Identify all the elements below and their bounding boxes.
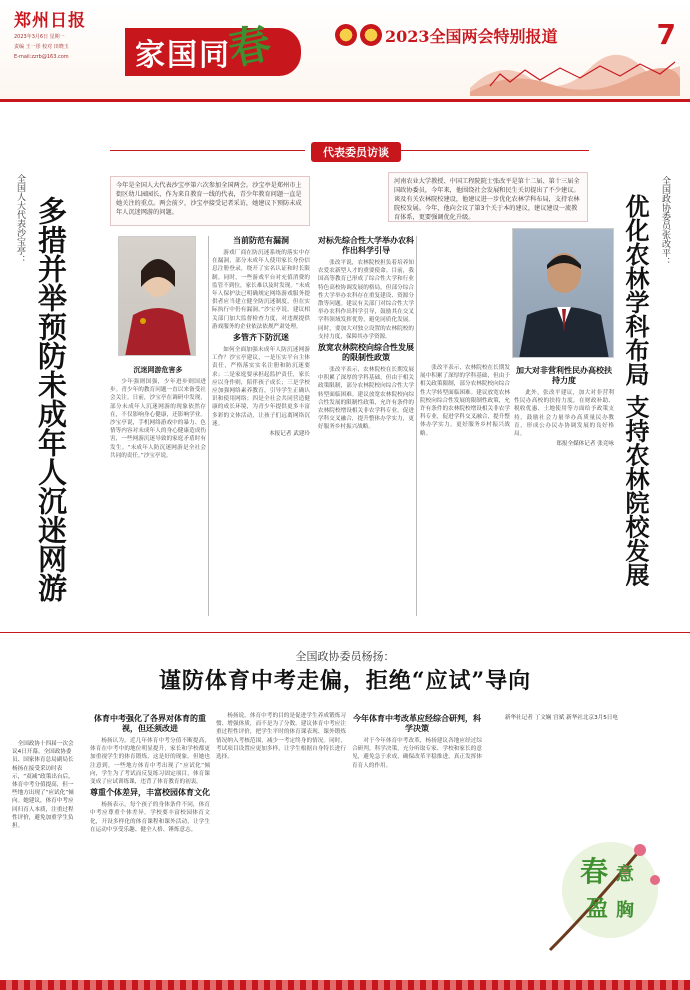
bottom-col-4 [488,712,618,807]
editor-line: 责编 王一彤 校对 田晓玉 [14,44,69,50]
left-lead: 今年是全国人大代表沙宝亭第六次参加全国两会。沙宝亭是郑州市上街区幼儿园园长，作为来自教育一线的代表，青少年教育问题一直是她关注的重点。两会前夕，沙宝亭接受记者采访，她建议下预防未成年人沉迷网游的问题。 [110,176,310,226]
section-tag: 代表委员访谈 [311,142,401,162]
left-col-2 [212,234,310,614]
tag-rule-left [110,150,305,151]
left-photo-caption: 沉迷网游危害多 [133,366,183,374]
email-line: E-mail:zzrb@163.com [14,54,69,60]
col-divider [416,236,417,616]
right-col-2 [514,364,614,614]
left-col-3-text: 如何全面加强未成年人防沉迷网游工作？沙宝亭建议，一是压实平台主体责任，严格落实实名注册和防沉迷要求；二是家庭要承担起监护责任，家长应以身作则，陪伴孩子成长；三是学校应加强网络素养教育，引导学生正确认识和使用网络；四是全社会共同营造健康的成长环境，为青少年提供更多丰富多彩的文体活动，让孩子们远离网络沉迷。 [212,347,310,427]
footer-band [0,980,690,990]
left-kicker: 全国人大代表沙宝亭： [15,174,25,264]
bottom-subhead-3: 今年体育中考改革应经综合研判，科学决策 [353,714,481,733]
plum-blossom-icon [520,810,680,970]
bottom-headline: 谨防体育中考走偏，拒绝“应试”导向 [158,668,532,694]
bottom-col-2 [216,712,346,977]
left-credit: 本报记者 武建玲 [269,431,310,438]
left-col-1 [110,378,206,608]
left-headline: 多措并举预防未成年人沉迷网游 [34,196,68,602]
bottom-kicker: 全国政协委员杨扬： [295,650,395,663]
bottom-credit: 新华社记者 丁文娴 宫斌 新华社北京3月5日电 [504,715,618,721]
right-col-1 [318,234,414,614]
issue-date: 2023年3月6日 星期一 [14,34,65,40]
section-title: 家国同 [125,28,301,76]
badge-char-4: 胸 [616,900,634,921]
badge-char-3: 盈 [586,896,609,922]
left-col-1-text: 少年强则国强，少年进步则国进步。青少年的教育问题一直以来备受社会关注。日前，沙宝亭在调研中发现，部分未成年人沉迷网游的现象依然存在，不仅影响身心健康，还影响学业。沙宝亭说，手机网络游戏中的暴力、色情等内容对未成年人的身心健康造成伤害，一些网游沉迷导致的家庭矛盾时有发生。“未成年人防沉迷网游是全社会共同的责任。”沙宝亭说。 [110,379,206,459]
bottom-col-1 [90,712,210,977]
bottom-subhead-2: 尊重个体差异，丰富校园体育文化 [90,788,210,798]
bottom-sidebar-text: 全国政协十四届一次会议4日开幕。全国政协委员、国家体育总局副局长杨扬在接受采访时表示，“双减”政策出台后，体育中考分值提高，但一些地方出现了“应试化”倾向。她建议，体育中考应回归育人本质，注重过程性评价，避免加重学生负担。 [12,741,74,830]
badge-char-2: 意 [616,864,634,885]
left-col-2-text: 游戏厂商在防沉迷系统的落实中存在漏洞，部分未成年人使用家长身份信息注册登录，绕开了实名认证和时长限制。同时，一些游戏平台对充值消费的监管不到位，家长难以及时发现。“未成年人保护法已明确规定网络游戏服务提供者应当建立健全防沉迷制度，但在实际执行中仍有漏洞。”沙宝亭说。建议相关部门加大监督检查力度，对违规提供游戏服务的企业依法依规严肃处理。 [212,250,310,330]
zhang-gaiping-photo [512,228,614,358]
special-report-title: 2023全国两会特别报道 [385,27,558,46]
bottom-subhead-1: 体育中考强化了各界对体育的重视，但还须改进 [94,714,206,733]
bottom-col-3 [352,712,482,977]
right-lead: 河南农业大学教授、中国工程院院士张改平是第十二届、第十三届全国政协委员，今年来，他围绕社会发展和民生关切提出了不少建议。谈及有关农林院校建设，他建议进一步优化农林学科布局，支持农林院校发展。今年，他向会议了第3个关于本的建议，建议建设一流教育体系，更要强调优化升级。 [388,172,588,222]
right-col-3-text: 此外，张改平建议，加大对非营利性民办高校的扶持力度，在财政补助、税收优惠、土地使用等方面给予政策支持，鼓励社会力量举办高质量民办教育，形成公办民办协调发展的良好格局。 [514,390,614,438]
tag-rule-right [394,150,589,151]
right-subhead-1: 对标先综合性大学举办农科作出科学引导 [318,236,414,255]
right-credit: 郑报全媒体记者 张竞咏 [556,441,614,448]
right-subhead-3: 加大对非营利性民办高校扶持力度 [516,366,612,385]
cppcc-emblem-icon [360,24,382,46]
masthead-info [14,6,114,61]
bottom-col-2-text: 杨扬说，体育中考的目的是促进学生养成锻炼习惯、增强体质，而不是为了分数。建议体育中考应注重过程性评价，把学生平时的体育课表现、课外锻炼情况纳入考核范围，减少一考定终身的情况。同时，考试项目设置应更加多样，让学生根据自身特长进行选择。 [216,713,346,761]
bottom-col-1-text: 杨扬认为，近几年体育中考分值不断提高，体育在中考中的地位明显提升，家长和学校都更加重视学生的体育锻炼，这是好的现象。但她也注意到，一些地方体育中考出现了“应试化”倾向，学生为了考试而反复练习固定项目，体育课变成了应试训练课，违背了体育教育的初衷。 [90,738,210,786]
great-wall-icon [470,48,680,96]
sha-baoting-photo [118,236,196,356]
right-col-2-text: 张改平表示，农林院校在长期发展中积累了深厚的学科基础，但由于相关政策限制，部分农林院校向综合性大学转型面临困难。建议放宽农林院校向综合性发展的限制性政策，允许有条件的农林院校增设相关非农学科专业，促进学科交叉融合，提升整体办学实力，更好服务乡村振兴战略。 [318,367,414,431]
right-headline: 优化农林学科布局 支持农林院校发展 [621,194,650,587]
right-col-mid-text: 张改平表示，农林院校在长期发展中积累了深厚的学科基础，但由于相关政策限制，部分农林院校向综合性大学转型面临困难。建议放宽农林院校向综合性发展的限制性政策，允许有条件的农林院校增设相关非农学科专业，促进学科交叉融合，提升整体办学实力，更好服务乡村振兴战略。 [420,365,510,437]
bottom-col-2b-text: 杨扬表示，每个孩子的身体条件不同，体育中考应尊重个体差异。学校要丰富校园体育文化，开设多样化的体育课程和课外活动，让学生在运动中享受乐趣、健全人格、锤炼意志。 [90,802,210,833]
right-col-1-text: 张改平说，农林院校担负着培养知农爱农新型人才的重要使命。目前，我国高等教育已形成了综合性大学和行业特色高校协调发展的格局，但部分综合性大学举办农科存在重复建设、资源分散等问题。建议有关部门对综合性大学举办农科作出科学引导，鼓励其在交叉学科领域发挥优势，避免同质化发展。同时，要加大对独立设置的农林院校的支持力度，保障其办学资源。 [318,260,414,340]
left-subhead-2: 多管齐下防沉迷 [233,333,289,343]
bottom-col-3-text: 对于今年体育中考改革，杨扬建议各地应经过综合研判，科学决策，充分听取专家、学校和家长的意见，避免急于求成，确保改革平稳推进，真正发挥体育育人的作用。 [352,738,482,769]
col-divider [208,236,209,616]
page-number: 7 [656,18,676,51]
right-kicker: 全国政协委员张改平： [660,176,670,266]
right-subhead-2: 放宽农林院校向综合性发展的限制性政策 [318,343,414,363]
bottom-sidebar [12,740,74,890]
left-subhead-1: 当前防范有漏洞 [233,236,289,245]
bottom-rule [0,632,690,633]
spring-badge [520,810,680,970]
paper-name: 郑州日报 [14,11,86,31]
right-col-mid [420,364,510,614]
section-char: 春 [223,18,276,75]
badge-char-1: 春 [580,855,609,888]
national-emblem-icon [335,24,357,46]
masthead [0,0,690,102]
